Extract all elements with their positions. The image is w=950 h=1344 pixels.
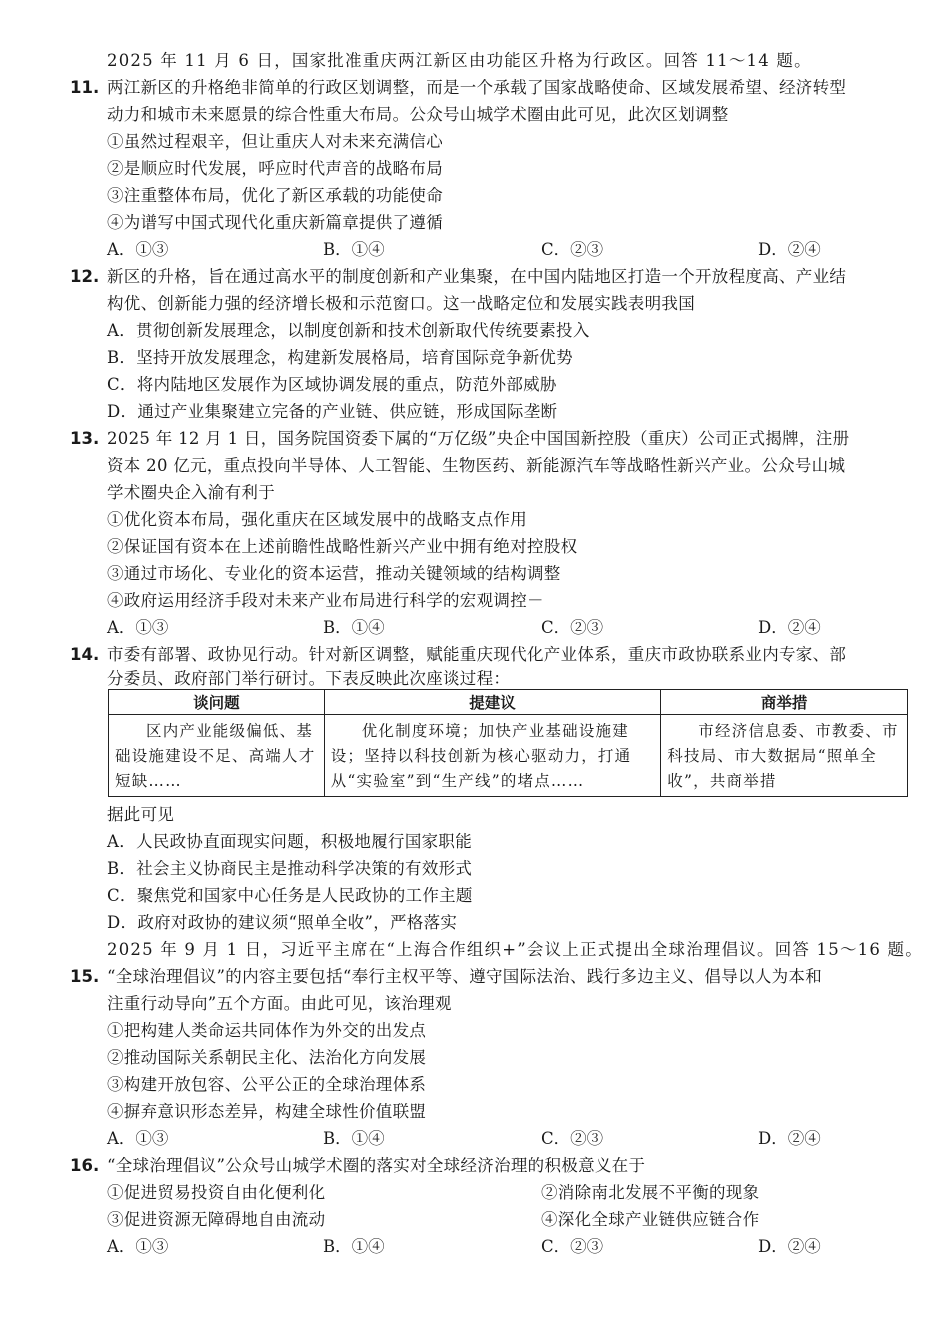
statement-item: ①优化资本布局，强化重庆在区域发展中的战略支点作用 bbox=[107, 510, 527, 529]
discussion-table bbox=[108, 689, 908, 797]
answer-option-d: D．政府对政协的建议须“照单全收”，严格落实 bbox=[107, 913, 458, 932]
answer-option-c: C．②③ bbox=[541, 618, 604, 637]
answer-option-c: C．②③ bbox=[541, 1237, 604, 1256]
statement-item: ②消除南北发展不平衡的现象 bbox=[541, 1183, 760, 1202]
answer-option-d: D．②④ bbox=[758, 618, 821, 637]
question-stem: 市委有部署、政协见行动。针对新区调整，赋能重庆现代化产业体系，重庆市政协联系业内专家、部 bbox=[107, 645, 847, 664]
statement-item: ③构建开放包容、公平公正的全球治理体系 bbox=[107, 1075, 427, 1094]
answer-option-d: D．②④ bbox=[758, 240, 821, 259]
answer-option-a: A．贯彻创新发展理念，以制度创新和技术创新取代传统要素投入 bbox=[107, 321, 590, 340]
answer-option-d: D．通过产业集聚建立完备的产业链、供应链，形成国际垄断 bbox=[107, 402, 558, 421]
answer-option-a: A．①③ bbox=[107, 240, 169, 259]
question-stem: 构优、创新能力强的经济增长极和示范窗口。这一战略定位和发展实践表明我国 bbox=[107, 294, 695, 313]
answer-option-b: B．①④ bbox=[323, 1129, 385, 1148]
statement-item: ④摒弃意识形态差异，构建全球性价值联盟 bbox=[107, 1102, 427, 1121]
answer-option-a: A．①③ bbox=[107, 1237, 169, 1256]
answer-option-b: B．社会主义协商民主是推动科学决策的有效形式 bbox=[107, 859, 473, 878]
statement-item: ②是顺应时代发展，呼应时代声音的战略布局 bbox=[107, 159, 443, 178]
question-number: 12. bbox=[70, 267, 100, 286]
question-number: 14. bbox=[70, 645, 100, 664]
answer-option-d: D．②④ bbox=[758, 1237, 821, 1256]
answer-option-b: B．①④ bbox=[323, 618, 385, 637]
statement-item: ①促进贸易投资自由化便利化 bbox=[107, 1183, 326, 1202]
table-header: 谈问题 bbox=[109, 690, 325, 715]
table-cell: 优化制度环境；加快产业基础设施建设；坚持以科技创新为核心驱动力，打通从“实验室”到“生产线”的堵点…… bbox=[324, 715, 661, 797]
question-followup: 据此可见 bbox=[107, 805, 175, 824]
answer-option-c: C．②③ bbox=[541, 240, 604, 259]
statement-item: ③通过市场化、专业化的资本运营，推动关键领域的结构调整 bbox=[107, 564, 561, 583]
answer-option-b: B．①④ bbox=[323, 240, 385, 259]
passage-intro: 2025 年 11 月 6 日，国家批准重庆两江新区由功能区升格为行政区。回答 11～14 题。 bbox=[107, 51, 812, 70]
question-number: 16. bbox=[70, 1156, 100, 1175]
answer-option-a: A．人民政协直面现实问题，积极地履行国家职能 bbox=[107, 832, 473, 851]
table-cell: 区内产业能级偏低、基础设施建设不足、高端人才短缺…… bbox=[109, 715, 325, 797]
statement-item: ③促进资源无障碍地自由流动 bbox=[107, 1210, 326, 1229]
answer-option-d: D．②④ bbox=[758, 1129, 821, 1148]
table-header: 商举措 bbox=[661, 690, 908, 715]
answer-option-a: A．①③ bbox=[107, 1129, 169, 1148]
question-stem: 分委员、政府部门举行研讨。下表反映此次座谈过程： bbox=[107, 669, 511, 688]
answer-option-c: C．将内陆地区发展作为区域协调发展的重点，防范外部威胁 bbox=[107, 375, 557, 394]
question-stem: 2025 年 12 月 1 日，国务院国资委下属的“万亿级”央企中国国新控股（重庆）公司正式揭牌，注册 bbox=[107, 429, 850, 448]
table-header-row bbox=[109, 690, 908, 715]
answer-option-c: C．聚焦党和国家中心任务是人民政协的工作主题 bbox=[107, 886, 473, 905]
table-cell: 市经济信息委、市教委、市科技局、市大数据局“照单全收”，共商举措 bbox=[661, 715, 908, 797]
passage-intro: 2025 年 9 月 1 日，习近平主席在“上海合作组织+”会议上正式提出全球治理倡议。回答 15～16 题。 bbox=[107, 940, 923, 959]
question-number: 15. bbox=[70, 967, 100, 986]
table-row bbox=[109, 715, 908, 797]
answer-option-b: B．①④ bbox=[323, 1237, 385, 1256]
statement-item: ②推动国际关系朝民主化、法治化方向发展 bbox=[107, 1048, 427, 1067]
question-stem: 两江新区的升格绝非简单的行政区划调整，而是一个承载了国家战略使命、区域发展希望、经济转型 bbox=[107, 78, 847, 97]
statement-item: ③注重整体布局，优化了新区承载的功能使命 bbox=[107, 186, 443, 205]
question-stem: 学术圈央企入渝有利于 bbox=[107, 483, 275, 502]
question-stem: 资本 20 亿元，重点投向半导体、人工智能、生物医药、新能源汽车等战略性新兴产业。公众号山城 bbox=[107, 456, 846, 475]
statement-item: ②保证国有资本在上述前瞻性战略性新兴产业中拥有绝对控股权 bbox=[107, 537, 578, 556]
question-stem: “全球治理倡议”的内容主要包括“奉行主权平等、遵守国际法治、践行多边主义、倡导以人为本和 bbox=[107, 967, 823, 986]
table-header: 提建议 bbox=[324, 690, 661, 715]
statement-item: ①虽然过程艰辛，但让重庆人对未来充满信心 bbox=[107, 132, 443, 151]
question-stem: 动力和城市未来愿景的综合性重大布局。公众号山城学术圈由此可见，此次区划调整 bbox=[107, 105, 729, 124]
question-number: 11. bbox=[70, 78, 100, 97]
question-number: 13. bbox=[70, 429, 100, 448]
statement-item: ①把构建人类命运共同体作为外交的出发点 bbox=[107, 1021, 427, 1040]
answer-option-c: C．②③ bbox=[541, 1129, 604, 1148]
question-stem: 注重行动导向”五个方面。由此可见，该治理观 bbox=[107, 994, 452, 1013]
question-stem: “全球治理倡议”公众号山城学术圈的落实对全球经济治理的积极意义在于 bbox=[107, 1156, 646, 1175]
answer-option-a: A．①③ bbox=[107, 618, 169, 637]
statement-item: ④政府运用经济手段对未来产业布局进行科学的宏观调控－ bbox=[107, 591, 544, 610]
statement-item: ④深化全球产业链供应链合作 bbox=[541, 1210, 760, 1229]
question-stem: 新区的升格，旨在通过高水平的制度创新和产业集聚，在中国内陆地区打造一个开放程度高、产业结 bbox=[107, 267, 847, 286]
answer-option-b: B．坚持开放发展理念，构建新发展格局，培育国际竞争新优势 bbox=[107, 348, 574, 367]
statement-item: ④为谱写中国式现代化重庆新篇章提供了遵循 bbox=[107, 213, 443, 232]
